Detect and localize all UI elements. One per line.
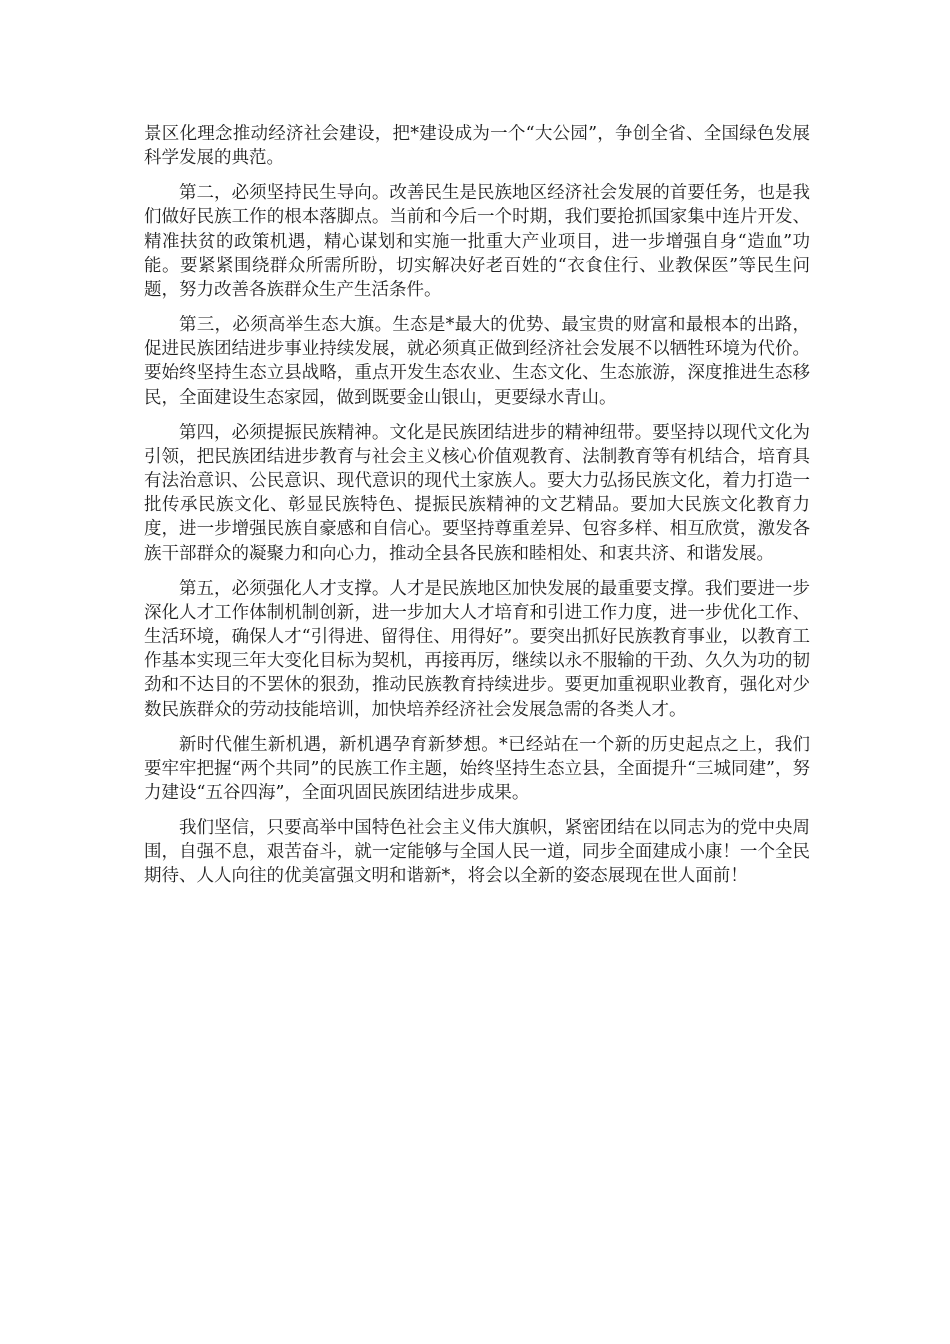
paragraph-livelihood: 第二，必须坚持民生导向。改善民生是民族地区经济社会发展的首要任务，也是我们做好民族工作的根本落脚点。当前和今后一个时期，我们要抢抓国家集中连片开发、精准扶贫的政策机遇，精心谋划和实施一批重大产业项目，进一步增强自身“造血”功能。要紧紧围绕群众所需所盼，切实解决好老百姓的“衣食住行、业教保医”等民生问题，努力改善各族群众生产生活条件。 bbox=[144, 183, 810, 301]
paragraph-continuation: 景区化理念推动经济社会建设，把*建设成为一个“大公园”，争创全省、全国绿色发展科学发展的典范。 bbox=[144, 124, 810, 169]
paragraph-talent: 第五，必须强化人才支撑。人才是民族地区加快发展的最重要支撑。我们要进一步深化人才工作体制机制创新，进一步加大人才培育和引进工作力度，进一步优化工作、生活环境，确保人才“引得进、留得住、用得好”。要突出抓好民族教育事业，以教育工作基本实现三年大变化目标为契机，再接再厉，继续以永不服输的干劲、久久为功的韧劲和不达目的不罢休的狠劲，推动民族教育持续进步。要更加重视职业教育，强化对少数民族群众的劳动技能培训，加快培养经济社会发展急需的各类人才。 bbox=[144, 578, 810, 720]
paragraph-ethnic-spirit: 第四，必须提振民族精神。文化是民族团结进步的精神纽带。要坚持以现代文化为引领，把民族团结进步教育与社会主义核心价值观教育、法制教育等有机结合，培育具有法治意识、公民意识、现代意识的现代土家族人。要大力弘扬民族文化，着力打造一批传承民族文化、彰显民族特色、提振民族精神的文艺精品。要加大民族文化教育力度，进一步增强民族自豪感和自信心。要坚持尊重差异、包容多样、相互欣赏，激发各族干部群众的凝聚力和向心力，推动全县各民族和睦相处、和衷共济、和谐发展。 bbox=[144, 422, 810, 564]
document-page bbox=[144, 122, 810, 899]
paragraph-conclusion: 我们坚信，只要高举中国特色社会主义伟大旗帜，紧密团结在以同志为的党中央周围，自强不息，艰苦奋斗，就一定能够与全国人民一道，同步全面建成小康！一个全民期待、人人向往的优美富强文明和谐新*，将会以全新的姿态展现在世人面前！ bbox=[144, 818, 810, 887]
paragraph-ecology: 第三，必须高举生态大旗。生态是*最大的优势、最宝贵的财富和最根本的出路，促进民族团结进步事业持续发展，就必须真正做到经济社会发展不以牺牲环境为代价。要始终坚持生态立县战略，重点开发生态农业、生态文化、生态旅游，深度推进生态移民，全面建设生态家园，做到既要金山银山，更要绿水青山。 bbox=[144, 315, 810, 408]
paragraph-new-era: 新时代催生新机遇，新机遇孕育新梦想。*已经站在一个新的历史起点之上，我们要牢牢把握“两个共同”的民族工作主题，始终坚持生态立县，全面提升“三城同建”，努力建设“五谷四海”，全面巩固民族团结进步成果。 bbox=[144, 734, 810, 804]
